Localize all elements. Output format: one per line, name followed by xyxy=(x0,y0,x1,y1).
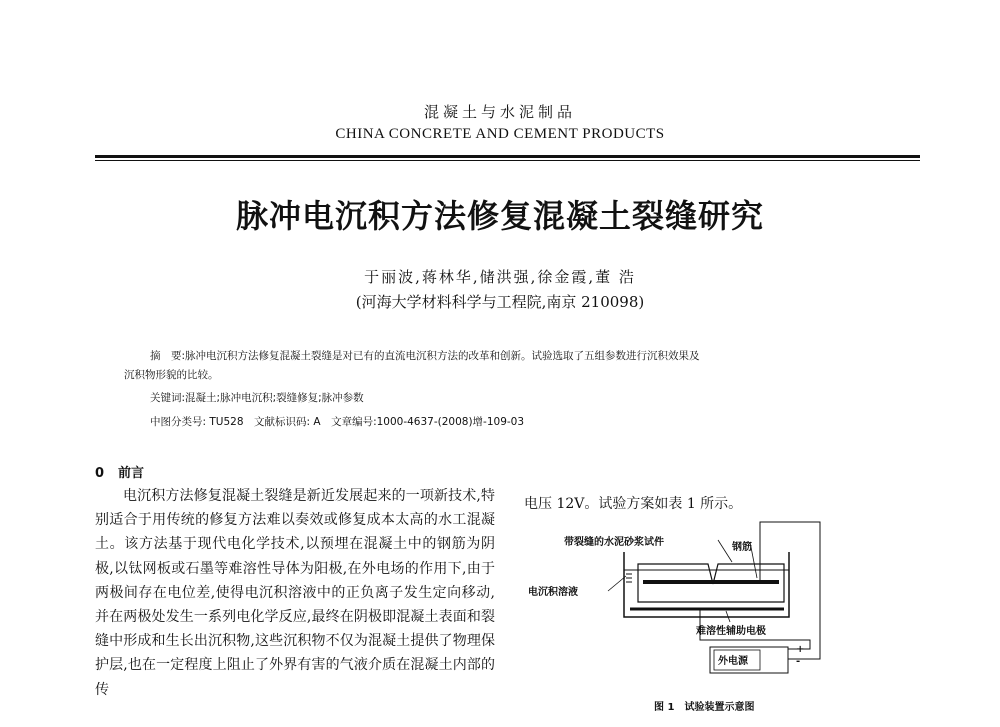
figure-apparatus xyxy=(520,512,870,697)
affiliation: (河海大学材料科学与工程院,南京 210098) xyxy=(355,293,645,311)
label-electrode: 难溶性辅助电极 xyxy=(696,626,766,637)
container-outline xyxy=(624,552,789,617)
authors: 于丽波,蒋林华,储洪强,徐金霞,董 浩 xyxy=(364,268,636,286)
header-rule-thin xyxy=(95,160,920,161)
label-specimen: 带裂缝的水泥砂浆试件 xyxy=(564,537,664,548)
rebar xyxy=(643,580,779,584)
figure-caption xyxy=(654,698,754,713)
body-paragraph xyxy=(95,484,495,702)
label-rebar: 钢筋 xyxy=(732,542,752,553)
wire-minus xyxy=(760,522,820,659)
label-plus: + xyxy=(796,644,805,655)
section-heading xyxy=(95,462,144,481)
label-solution: 电沉积溶液 xyxy=(528,587,578,598)
paragraph-text: 电沉积方法修复混凝土裂缝是新近发展起来的一项新技术,特别适合于用传统的修复方法难以奏效或修复成本太高的水工混凝土。该方法基于现代电化学技术,以预埋在混凝土中的钢筋为阴极,以钛网板或石墨等难溶性导体为阳极,在外电场的作用下,由于两极间存在电位差,使得电沉积溶液中的正负离子发生定向移动,并在两极处发生一系列电化学反应,最终在阴极即混凝土表面和裂缝中形成和生长出沉积物,这些沉积物不仅为混凝土提供了物理保护层,也在一定程度上阻止了外界有害的气液介质在混凝土内部的传 xyxy=(95,488,495,698)
journal-title-en: CHINA CONCRETE AND CEMENT PRODUCTS xyxy=(335,126,665,142)
classification: 中图分类号: TU528 文献标识码: A 文章编号:1000-4637-(2008)增-109-03 xyxy=(150,416,525,428)
header-rule-thick xyxy=(95,155,920,158)
figure-number: 图 1 xyxy=(654,702,675,713)
section-number: 0 xyxy=(95,466,105,481)
abstract-line-2: 沉积物形貌的比较。 xyxy=(124,369,219,381)
abstract-line-1: 摘 要:脉冲电沉积方法修复混凝土裂缝是对已有的直流电沉积方法的改革和创新。试验选取了五组参数进行沉积效果及 xyxy=(150,350,700,362)
keywords: 关键词:混凝土;脉冲电沉积;裂缝修复;脉冲参数 xyxy=(150,392,364,404)
article-title: 脉冲电沉积方法修复混凝土裂缝研究 xyxy=(235,197,764,235)
section-title: 前言 xyxy=(118,466,145,481)
journal-title-cn: 混凝土与水泥制品 xyxy=(423,103,576,121)
figure-caption-text: 试验装置示意图 xyxy=(684,702,755,713)
right-column-text: 电压 12V。试验方案如表 1 所示。 xyxy=(524,496,743,512)
label-power: 外电源 xyxy=(718,656,748,667)
label-minus: - xyxy=(796,656,801,667)
